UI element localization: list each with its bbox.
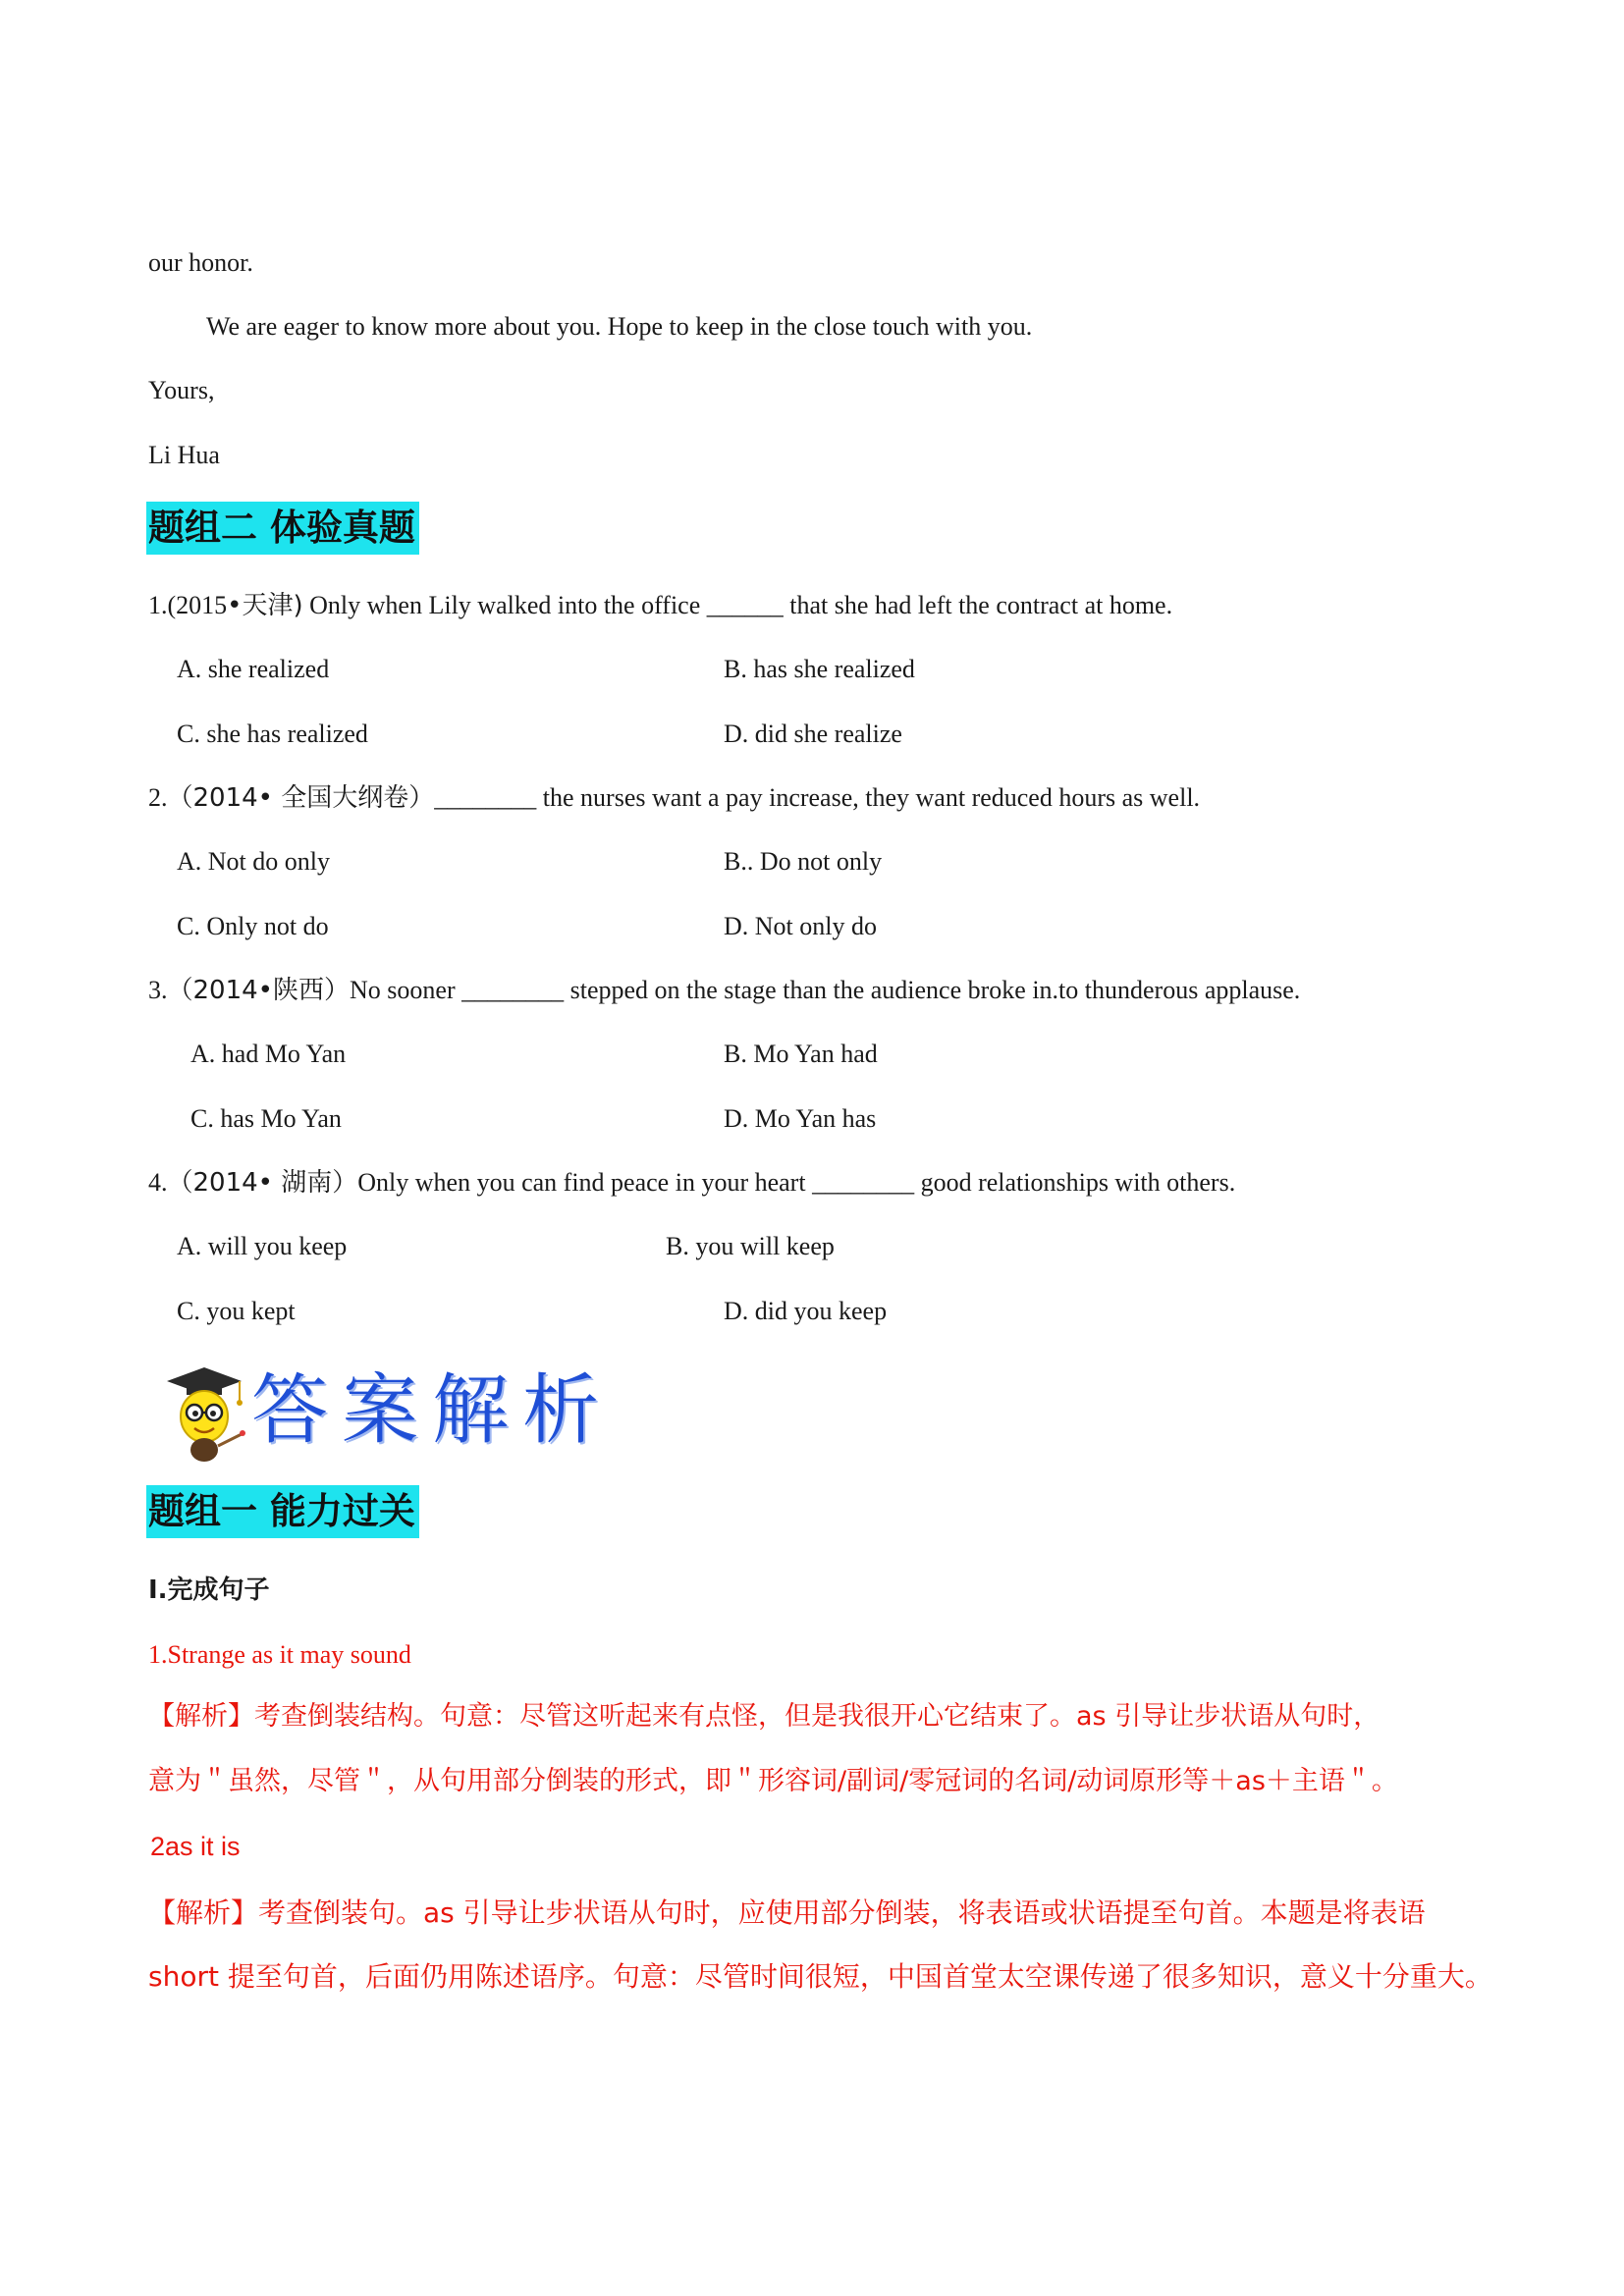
analysis-line: 【解析】考查倒装结构。句意：尽管这听起来有点怪，但是我很开心它结束了。as 引导让步状语从句时， [148,1701,1380,1732]
analysis-line: 【解析】考查倒装句。as 引导让步状语从句时，应使用部分倒装，将表语或状语提至句首。本题是将表语 [148,1896,1426,1929]
option-a: A. she realized [177,655,330,683]
section-title: I.完成句子 [148,1575,270,1605]
option-b: B. you will keep [666,1232,835,1260]
question-number: 3. [148,976,168,1004]
answer-text: 1.Strange as it may sound [148,1640,411,1669]
option-d: D. did you keep [724,1297,888,1325]
letter-closing: Yours, [148,376,215,404]
letter-line: We are eager to know more about you. Hope to keep in the close touch with you. [206,312,1033,341]
option-d: D. Mo Yan has [724,1104,877,1133]
option-a: A. will you keep [177,1232,348,1260]
letter-signature: Li Hua [148,441,220,469]
option-b: B. Mo Yan had [724,1040,878,1068]
option-c: C. Only not do [177,912,329,940]
question-text: Only when Lily walked into the office ______ that she had left the contract at home. [302,591,1173,619]
answer-banner [157,1360,619,1468]
analysis-line: 意为＂虽然，尽管＂，从句用部分倒装的形式，即＂形容词/副词/零冠词的名词/动词原形等＋as＋主语＂。 [148,1766,1398,1796]
option-a: A. Not do only [177,847,330,876]
question-source: （2014•陕西） [167,976,351,1005]
option-d: D. Not only do [724,912,877,940]
group1-heading: 题组一 能力过关 [146,1485,419,1538]
option-c: C. you kept [177,1297,296,1325]
question-source: （2014• 全国大纲卷） [167,783,435,813]
option-c: C. has Mo Yan [190,1104,342,1133]
question-number: 2. [148,783,168,812]
option-d: D. did she realize [724,720,902,748]
answer-banner-title: 答案解析 [251,1366,614,1455]
question-source: （2014• 湖南） [167,1168,358,1198]
question-source: •天津) [227,591,303,620]
question-stem [148,589,1172,622]
letter-line: our honor. [148,248,253,277]
question-number: 1.(2015 [148,591,228,619]
option-a: A. had Mo Yan [190,1040,347,1068]
answer-text: 2as it is [150,1832,241,1861]
option-c: C. she has realized [177,720,368,748]
question-text: Only when you can find peace in your heart ________ good relationships with others. [357,1168,1236,1197]
option-b: B.. Do not only [724,847,883,876]
question-text: ________ the nurses want a pay increase, they want reduced hours as well. [434,783,1201,812]
scholar-mascot-icon [157,1360,245,1468]
group2-heading: 题组二 体验真题 [146,502,419,555]
question-stem [148,1166,1235,1200]
option-b: B. has she realized [724,655,915,683]
question-stem [148,781,1200,815]
question-number: 4. [148,1168,168,1197]
analysis-line: short 提至句首，后面仍用陈述语序。句意：尽管时间很短，中国首堂太空课传递了很多知识，意义十分重大。 [148,1960,1492,1993]
question-stem [148,974,1300,1007]
question-text: No sooner ________ stepped on the stage than the audience broke in.to thunderous applause. [350,976,1301,1004]
